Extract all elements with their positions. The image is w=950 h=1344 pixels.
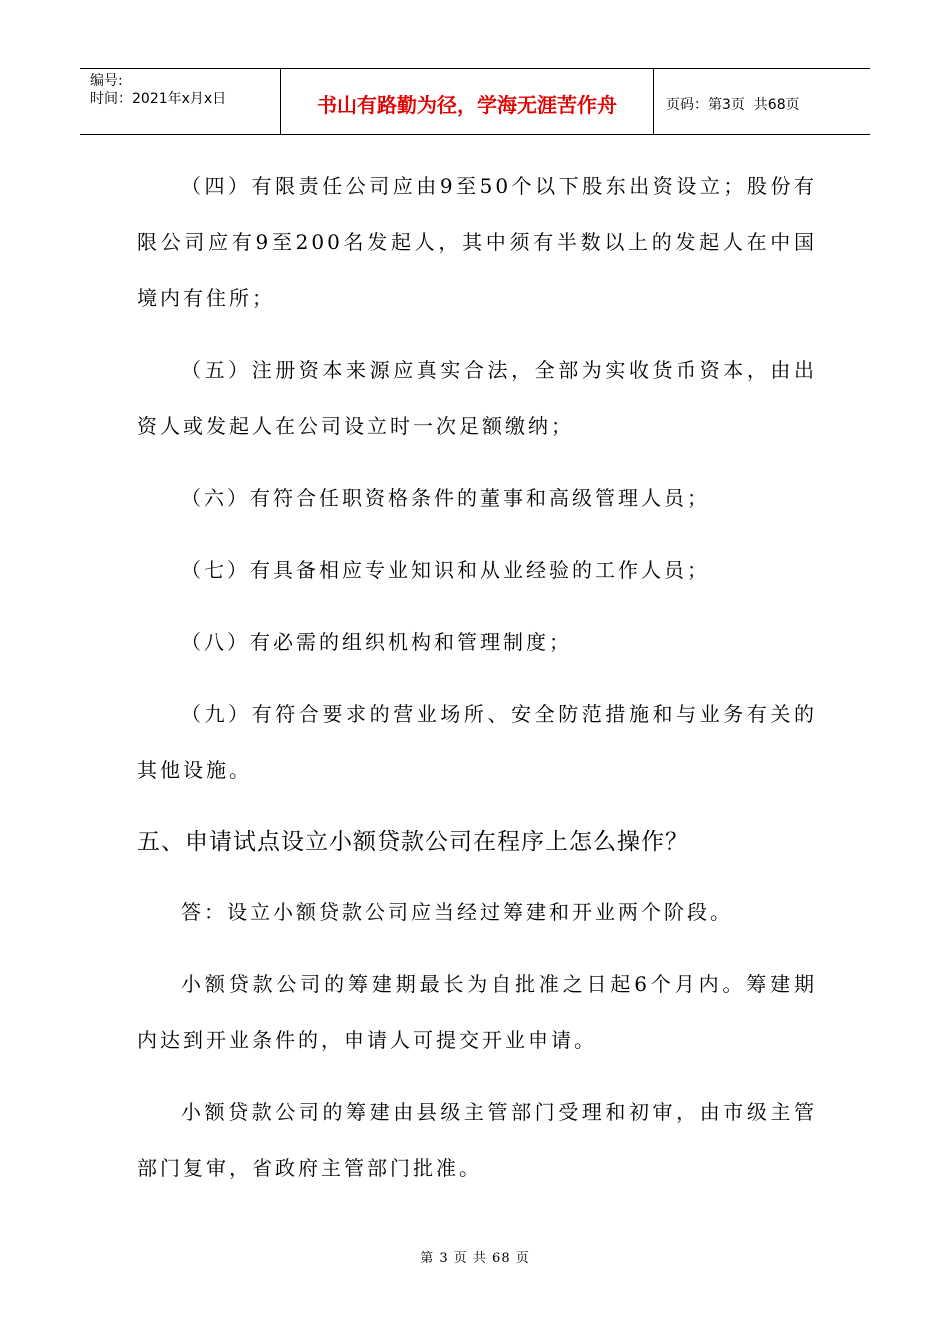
paragraph-item-9: （九）有符合要求的营业场所、安全防范措施和与业务有关的其他设施。 [137, 702, 817, 782]
header-motto: 书山有路勤为径，学海无涯苦作舟 [281, 69, 654, 134]
page-footer: 第 3 页 共 68 页 [420, 1251, 530, 1266]
document-number-label: 编号: [90, 73, 123, 89]
header-meta [80, 69, 281, 134]
paragraph-item-7: （七）有具备相应专业知识和从业经验的工作人员； [181, 558, 710, 582]
answer-paragraph: 小额贷款公司的筹建期最长为自批准之日起6个月内。筹建期内达到开业条件的，申请人可提交开业申请。 [137, 972, 817, 1052]
paragraph-item-8: （八）有必需的组织机构和管理制度； [181, 630, 572, 654]
paragraph-item-4: （四）有限责任公司应由9至50个以下股东出资设立；股份有限公司应有9至200名发起人，其中须有半数以上的发起人在中国境内有住所； [137, 174, 817, 310]
document-date: 时间：2021年x月x日 [90, 91, 227, 107]
header-page-info [654, 69, 870, 134]
section-heading: 五、申请试点设立小额贷款公司在程序上怎么操作？ [137, 829, 689, 855]
answer-paragraph: 答：设立小额贷款公司应当经过筹建和开业两个阶段。 [181, 900, 733, 924]
paragraph-item-5: （五）注册资本来源应真实合法，全部为实收货币资本，由出资人或发起人在公司设立时一次足额缴纳； [137, 358, 817, 438]
document-body [137, 158, 817, 1212]
answer-paragraph: 小额贷款公司的筹建由县级主管部门受理和初审，由市级主管部门复审，省政府主管部门批准。 [137, 1100, 817, 1180]
page-header [80, 68, 870, 135]
paragraph-item-6: （六）有符合任职资格条件的董事和高级管理人员； [181, 486, 710, 510]
header-page-count: 页码：第3页 共68页 [666, 96, 800, 113]
